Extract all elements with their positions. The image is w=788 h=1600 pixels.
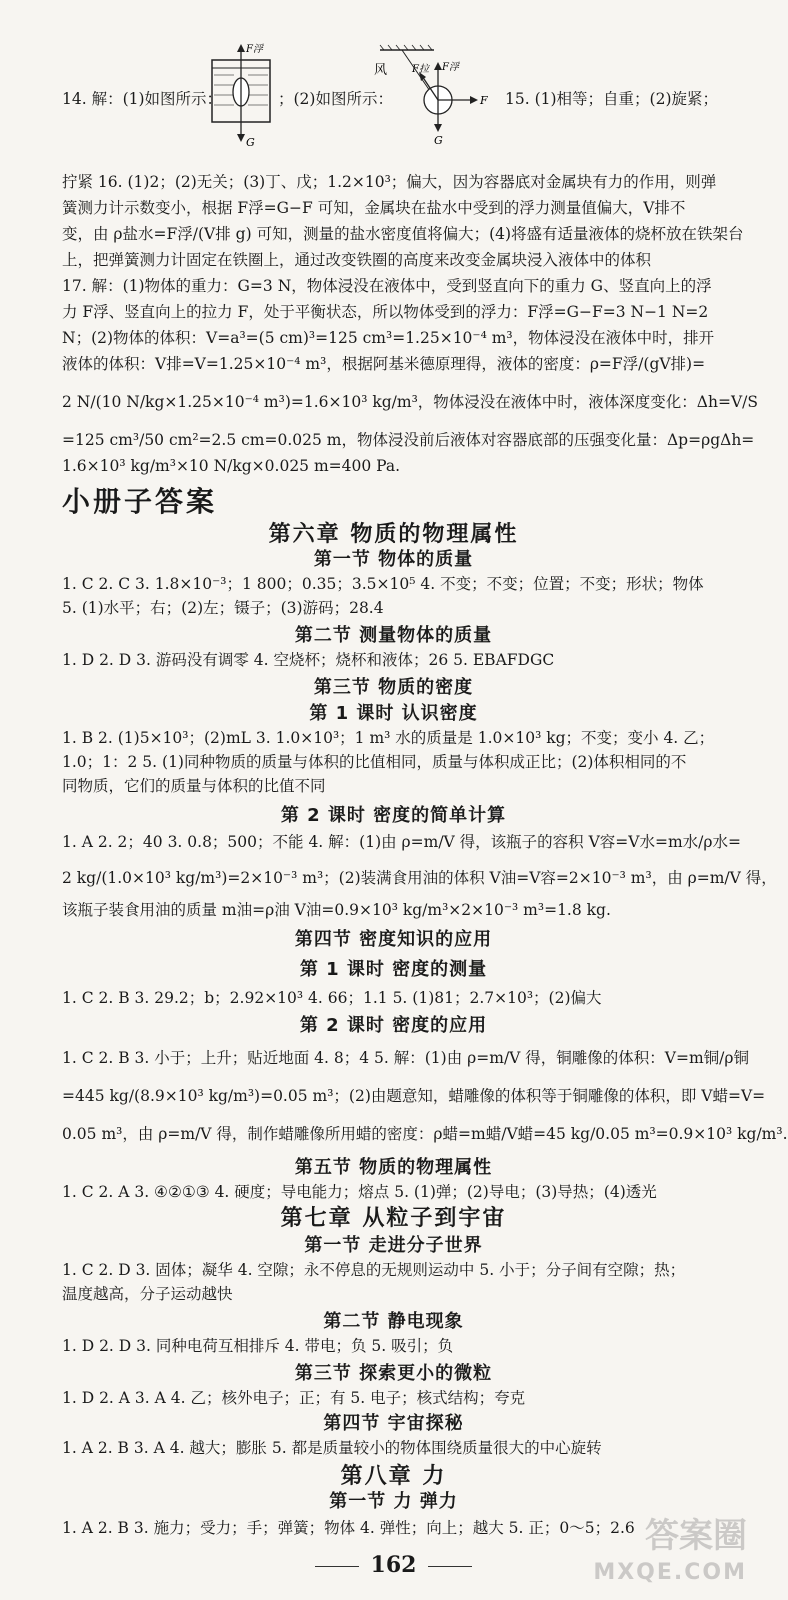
answer-line: 上，把弹簧测力计固定在铁圈上，通过改变铁圈的高度来改变金属块浸入液体中的体积 — [62, 251, 652, 269]
section-title: 第二节 静电现象 — [323, 1311, 464, 1332]
watermark-url: MXQE.COM — [593, 1560, 747, 1585]
answer-line: 1. A 2. B 3. 施力；受力；手；弹簧；物体 4. 弹性；向上；越大 5. 正；0～5；2.6 — [62, 1519, 635, 1537]
section-title: 第二节 测量物体的质量 — [294, 625, 493, 646]
q15-answer: 15. (1)相等；自重；(2)旋紧； — [505, 90, 718, 108]
answer-line: 温度越高，分子运动越快 — [62, 1285, 233, 1303]
fig2-force-label: F — [480, 94, 488, 107]
fig2-buoyancy-label: F浮 — [442, 62, 459, 73]
page-number: 162 — [0, 1552, 787, 1578]
answer-line: 1. C 2. B 3. 小于；上升；贴近地面 4. 8；4 5. 解：(1)由 ρ=m/V 得，铜雕像的体积：V=m铜/ρ铜 — [62, 1049, 749, 1067]
answer-line: =445 kg/(8.9×10³ kg/m³)=0.05 m³；(2)由题意知，蜡雕像的体积等于铜雕像的体积，即 V蜡=V= — [62, 1087, 766, 1105]
answer-line: 该瓶子装食用油的质量 m油=ρ油 V油=0.9×10³ kg/m³×2×10⁻³ m³=1.8 kg. — [62, 901, 611, 919]
answer-line: 1. C 2. C 3. 1.8×10⁻³；1 800；0.35；3.5×10⁵ 4. 不变；不变；位置；不变；形状；物体 — [62, 575, 704, 593]
answer-line: 变，由 ρ盐水=F浮/(V排 g) 可知，测量的盐水密度值将偏大；(4)将盛有适量液体的烧杯放在铁架台 — [62, 225, 744, 243]
answer-line: 簧测力计示数变小，根据 F浮=G−F 可知，金属块在盐水中受到的浮力测量值偏大，V排不 — [62, 199, 686, 217]
fig2-tension-label: F拉 — [412, 64, 429, 75]
fig1-gravity-label: G — [246, 136, 255, 149]
lesson-title: 第 1 课时 密度的测量 — [299, 959, 488, 980]
answer-line: N；(2)物体的体积：V=a³=(5 cm)³=125 cm³=1.25×10⁻⁴ m³，物体浸没在液体中时，排开 — [62, 329, 715, 347]
section-title: 第一节 力 弹力 — [329, 1491, 458, 1512]
section-title: 第三节 物质的密度 — [313, 677, 474, 698]
section-title: 第一节 走进分子世界 — [304, 1235, 483, 1256]
buoyancy-beaker-figure — [206, 40, 276, 150]
answer-line: 1. D 2. D 3. 同种电荷互相排斥 4. 带电；负 5. 吸引；负 — [62, 1337, 454, 1355]
answer-line: 2 kg/(1.0×10³ kg/m³)=2×10⁻³ m³；(2)装满食用油的体积 V油=V容=2×10⁻³ m³，由 ρ=m/V 得， — [62, 869, 777, 887]
section-title: 第四节 密度知识的应用 — [294, 929, 493, 950]
answer-line: 1. D 2. D 3. 游码没有调零 4. 空烧杯；烧杯和液体；26 5. EBAFDGC — [62, 651, 555, 669]
answer-line: 2 N/(10 N/kg×1.25×10⁻⁴ m³)=1.6×10³ kg/m³，物体浸没在液体中时，液体深度变化：Δh=V/S — [62, 393, 758, 411]
booklet-answers-title: 小册子答案 — [62, 485, 218, 518]
answer-line: =125 cm³/50 cm²=2.5 cm=0.025 m，物体浸没前后液体对容器底部的压强变化量：Δp=ρgΔh= — [62, 431, 755, 449]
answer-line: 力 F浮、竖直向上的拉力 F，处于平衡状态，所以物体受到的浮力：F浮=G−F=3 N−1 N=2 — [62, 303, 709, 321]
section-title: 第一节 物体的质量 — [313, 549, 474, 570]
answer-line: 17. 解：(1)物体的重力：G=3 N，物体浸没在液体中，受到竖直向下的重力 G、竖直向上的浮 — [62, 277, 712, 295]
answer-line: 同物质，它们的质量与体积的比值不同 — [62, 777, 326, 795]
section-title: 第五节 物质的物理属性 — [294, 1157, 493, 1178]
answer-line: 1. D 2. A 3. A 4. 乙；核外电子；正；有 5. 电子；核式结构；夸克 — [62, 1389, 526, 1407]
chapter-title: 第八章 力 — [340, 1464, 447, 1489]
chapter-title: 第六章 物质的物理属性 — [268, 522, 519, 547]
chapter-title: 第七章 从粒子到宇宙 — [280, 1206, 507, 1231]
answer-line: 1.6×10³ kg/m³×10 N/kg×0.025 m=400 Pa. — [62, 457, 401, 475]
fig2-wind-label: 风 — [374, 63, 388, 78]
q14-part2: ；(2)如图所示： — [278, 90, 393, 108]
q14-intro: 14. 解：(1)如图所示： — [62, 90, 223, 108]
answer-line: 1. A 2. B 3. A 4. 越大；膨胀 5. 都是质量较小的物体围绕质量很大的中心旋转 — [62, 1439, 602, 1457]
answer-line: 1. C 2. B 3. 29.2；b；2.92×10³ 4. 66；1.1 5. (1)81；2.7×10³；(2)偏大 — [62, 989, 602, 1007]
section-title: 第三节 探索更小的微粒 — [294, 1363, 493, 1384]
balloon-force-figure — [372, 44, 492, 148]
answer-line: 1. C 2. A 3. ④②①③ 4. 硬度；导电能力；熔点 5. (1)弹；(2)导电；(3)导热；(4)透光 — [62, 1183, 657, 1201]
lesson-title: 第 1 课时 认识密度 — [309, 703, 478, 724]
lesson-title: 第 2 课时 密度的应用 — [299, 1015, 488, 1036]
answer-line: 1. A 2. 2；40 3. 0.8；500；不能 4. 解：(1)由 ρ=m/V 得，该瓶子的容积 V容=V水=m水/ρ水= — [62, 833, 741, 851]
section-title: 第四节 宇宙探秘 — [323, 1413, 464, 1434]
answer-line: 1.0；1：2 5. (1)同种物质的质量与体积的比值相同，质量与体积成正比；(2)体积相同的不 — [62, 753, 687, 771]
watermark-logo: 答案圈 — [645, 1516, 747, 1556]
answer-line: 1. B 2. (1)5×10³；(2)mL 3. 1.0×10³；1 m³ 水的质量是 1.0×10³ kg；不变；变小 4. 乙； — [62, 729, 715, 747]
answer-line: 1. C 2. D 3. 固体；凝华 4. 空隙；永不停息的无规则运动中 5. 小于；分子间有空隙；热； — [62, 1261, 686, 1279]
fig1-buoyancy-label: F浮 — [246, 44, 263, 55]
lesson-title: 第 2 课时 密度的简单计算 — [280, 805, 507, 826]
fig2-gravity-label: G — [434, 134, 443, 147]
answer-line: 0.05 m³，由 ρ=m/V 得，制作蜡雕像所用蜡的密度：ρ蜡=m蜡/V蜡=45 kg/0.05 m³=0.9×10³ kg/m³. — [62, 1125, 788, 1143]
answer-line: 拧紧 16. (1)2；(2)无关；(3)丁、戊；1.2×10³；偏大，因为容器底对金属块有力的作用，则弹 — [62, 173, 717, 191]
answer-line: 5. (1)水平；右；(2)左；镊子；(3)游码；28.4 — [62, 599, 384, 617]
answer-line: 液体的体积：V排=V=1.25×10⁻⁴ m³，根据阿基米德原理得，液体的密度：ρ=F浮/(gV排)= — [62, 355, 706, 373]
